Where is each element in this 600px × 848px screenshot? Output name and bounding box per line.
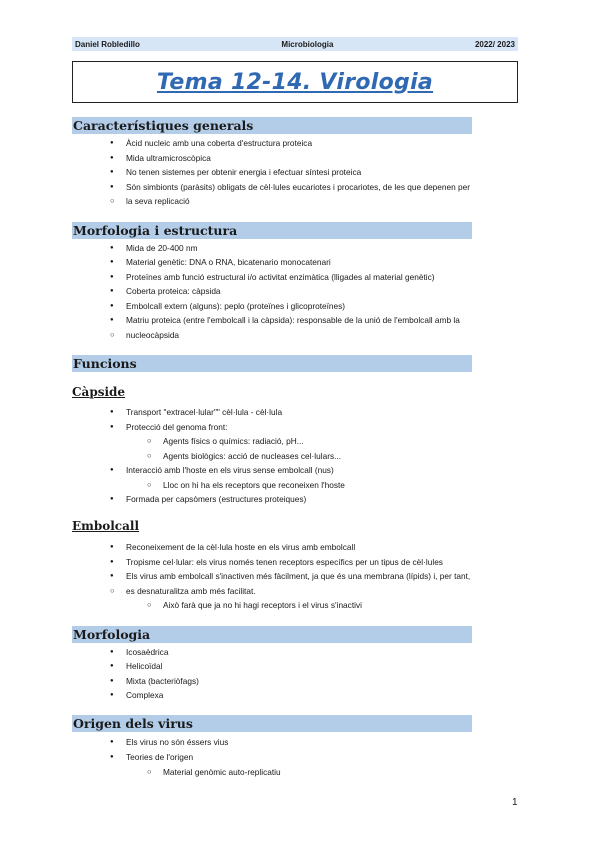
section-heading-morfologia-estructura: Morfologia i estructura — [72, 222, 472, 239]
sub-list-item: ○ Lloc on hi ha els receptors que reconeixen l'hoste — [163, 478, 503, 493]
list-item: ● Proteïnes amb funció estructural i/o activitat enzimàtica (lligades al material genètic) — [126, 270, 511, 285]
list-item: ● Mida ultramicroscòpica — [126, 151, 511, 166]
header-year: 2022/ 2023 — [474, 39, 515, 49]
list-item: ● Coberta proteica: càpsida — [126, 284, 511, 299]
list-item: ● Helicoïdal — [126, 659, 511, 674]
sub-list-item: ○ Això farà que ja no hi hagi receptors i el virus s'inactivi — [163, 598, 503, 613]
list-item: ● Són simbionts (paràsits) obligats de cèl·lules eucariotes i procariotes, de les que depenen per — [126, 180, 511, 195]
list-item: ● Tropisme cel·lular: els virus només tenen receptors específics per un tipus de cèl·lules — [126, 555, 511, 570]
header-author: Daniel Robledillo — [75, 39, 140, 49]
list-item: ● No tenen sistemes per obtenir energia i efectuar síntesi proteica — [126, 165, 511, 180]
section-heading-morfologia: Morfologia — [72, 626, 472, 643]
subheading-capside: Càpside — [72, 385, 126, 399]
list-item-continuation: ○ es desnaturalitza amb més facilitat. — [126, 584, 466, 599]
header-subject: Microbiologia — [281, 39, 334, 49]
subheading-embolcall: Embolcall — [72, 519, 139, 533]
title-box — [72, 61, 518, 103]
list-item: ● Mida de 20-400 nm — [126, 241, 511, 256]
list-item: ● Teories de l'origen — [126, 750, 511, 765]
sub-list-item: ○ Material genòmic auto-replicatiu — [163, 765, 503, 780]
list-item: ● Reconeixement de la cèl·lula hoste en els virus amb embolcall — [126, 540, 511, 555]
list-item: ● Els virus amb embolcall s'inactiven més fàcilment, ja que és una membrana (lípids) i, per tant, — [126, 569, 511, 584]
list-item: ● Complexa — [126, 688, 511, 703]
page-number: 1 — [512, 797, 518, 808]
list-item: ● Mixta (bacteriòfags) — [126, 674, 511, 689]
list-item: ● Interacció amb l'hoste en els virus sense embolcall (nus) — [126, 463, 511, 478]
sub-list-item: ○ Agents biològics: acció de nucleases cel·lulars... — [163, 449, 503, 464]
list-item-continuation: ○ nucleocàpsida — [126, 328, 466, 343]
list-item: ● Protecció del genoma front: — [126, 420, 511, 435]
list-item-continuation: ○ la seva replicació — [126, 194, 466, 209]
list-item: ● Formada per capsòmers (estructures proteiques) — [126, 492, 511, 507]
list-item: ● Embolcall extern (alguns): peplo (proteïnes i glicoproteïnes) — [126, 299, 511, 314]
list-item: ● Icosaèdrica — [126, 645, 511, 660]
page-header — [72, 37, 518, 51]
section-heading-origen: Origen dels virus — [72, 715, 472, 732]
list-item: ● Àcid nucleic amb una coberta d'estructura proteica — [126, 136, 511, 151]
list-item: ● Els virus no són éssers vius — [126, 735, 511, 750]
list-item: ● Transport "extracel·lular"" cèl·lula - cèl·lula — [126, 405, 511, 420]
list-item: ● Matriu proteica (entre l'embolcall i la càpsida): responsable de la unió de l'embolcall amb la — [126, 313, 511, 328]
list-item: ● Material genètic: DNA o RNA, bicatenario monocatenari — [126, 255, 511, 270]
section-heading-funcions: Funcions — [72, 355, 472, 372]
document-title: Tema 12-14. Virologia — [156, 69, 434, 95]
section-heading-caracteristiques: Característiques generals — [72, 117, 472, 134]
sub-list-item: ○ Agents físics o químics: radiació, pH... — [163, 434, 503, 449]
